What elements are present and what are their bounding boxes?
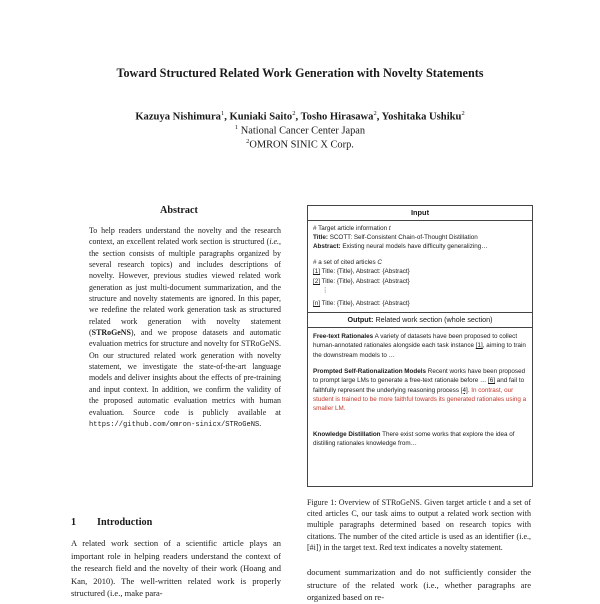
output-paragraph: Prompted Self-Rationalization Models Recent works have been proposed to prompt large LMs to generate a free-text rationale before … [6] and fail to faithfully represent the underlying reasoning process [4]. In contrast, our student is trained to be more faithful towards its generated rationales using a smaller LM. — [313, 368, 527, 413]
novelty-statement: . In contrast, our student is trained to be more faithful towards its generated rationales using a smaller LM. — [313, 386, 527, 413]
author: Kuniaki Saito — [229, 111, 293, 123]
affiliation: $^1$ National Cancer Center Japan — [234, 124, 366, 137]
author: Kazuya Nishimura — [135, 111, 221, 123]
author-sup: 2 — [461, 110, 465, 117]
target-abstract: Abstract: Existing neural models have difficulty generalizing… — [313, 243, 488, 250]
author: Yoshitaka Ushiku — [381, 111, 462, 123]
target-comment: # Target article information t — [313, 225, 391, 232]
figure-divider — [308, 312, 532, 313]
figure-1 — [307, 205, 533, 487]
abstract-heading: Abstract — [160, 205, 198, 216]
author: Tosho Hirasawa — [300, 111, 374, 123]
output-paragraph: Knowledge Distillation There exist some works that explore the idea of distilling rationales knowledge from… — [313, 431, 515, 448]
author-sup: 1 — [220, 110, 225, 117]
figure-input-heading: Input — [308, 206, 532, 221]
paper-title: Toward Structured Related Work Generation with Novelty Statements — [116, 66, 484, 80]
target-title: Title: SCOTT: Self-Consistent Chain-of-Thought Distillation — [313, 234, 478, 241]
figure-divider — [308, 327, 532, 328]
output-paragraph: Free-text Rationales A variety of datasets have been proposed to collect human-annotated rationales alongside each task instance [1], aiming to train the downstream models to … — [313, 333, 526, 359]
source-code-link[interactable]: https://github.com/omron-sinicx/STRoGeNS — [89, 420, 260, 429]
ellipsis: ⋮ — [322, 287, 329, 294]
author-sup: 2 — [292, 110, 296, 117]
affiliation: $^2$OMRON SINIC X Corp. — [246, 138, 354, 151]
author-sup: 2 — [373, 110, 377, 117]
cited-item: [1] Title: {Title}, Abstract: {Abstract} — [313, 268, 410, 275]
figure-caption: Figure 1: Overview of STRoGeNS. Given target article t and a set of cited articles C, our task aims to output a related work section with multiple paragraphs determined based on research topics with citations. The number of the cited article is used as an identifier (i.e., [#i]) in the target text. Red text indicates a novelty statement. — [307, 498, 531, 552]
output-heading: Output: Related work section (whole section) — [347, 315, 493, 324]
section-heading: 1 Introduction — [71, 517, 153, 528]
intro-text: A related work section of a scientific article plays an important role in helping readers understand the context of the research field and the novelty of their work (Hoang and Kan, 2010). The well-written related work is properly structured (i.e., make para- — [71, 538, 281, 598]
cited-item: [2] Title: {Title}, Abstract: {Abstract} — [313, 278, 410, 285]
cited-item: [n] Title: {Title}, Abstract: {Abstract} — [313, 300, 410, 307]
author-list: Kazuya Nishimura$^1$, Kuniaki Saito$^2$, Tosho Hirasawa$^2$, Yoshitaka Ushiku$^2$ — [135, 110, 465, 123]
right-column-text: document summarization and do not sufficiently consider the structure of the related work (i.e., whether paragraphs are organized based on re- — [307, 567, 531, 602]
abstract-text: To help readers understand the novelty and the research context, an excellent related work section is structured (i.e., the section consists of multiple paragraphs organized by several research topics) and includes descriptions of novelty. However, previous studies viewed related work generation as just multi-document summarization, and the structure and novelty statements are ignored. In this paper, we redefine the related work generation task as structured related work generation with novelty statement (STRoGeNS), and we propose datasets and automatic evaluation metrics for structure and novelty for STRoGeNS. On our structured related work generation with novelty statement, we investigate the state-of-the-art language models and deliver insights about the effects of pre-training and input context. In addition, we confirm the validity of the proposed automatic evaluation metrics with human evaluation. Source code is publicly available at https://github.com/omron-sinicx/STRoGeNS. — [89, 226, 281, 429]
cited-comment: # a set of cited articles C — [313, 259, 382, 266]
